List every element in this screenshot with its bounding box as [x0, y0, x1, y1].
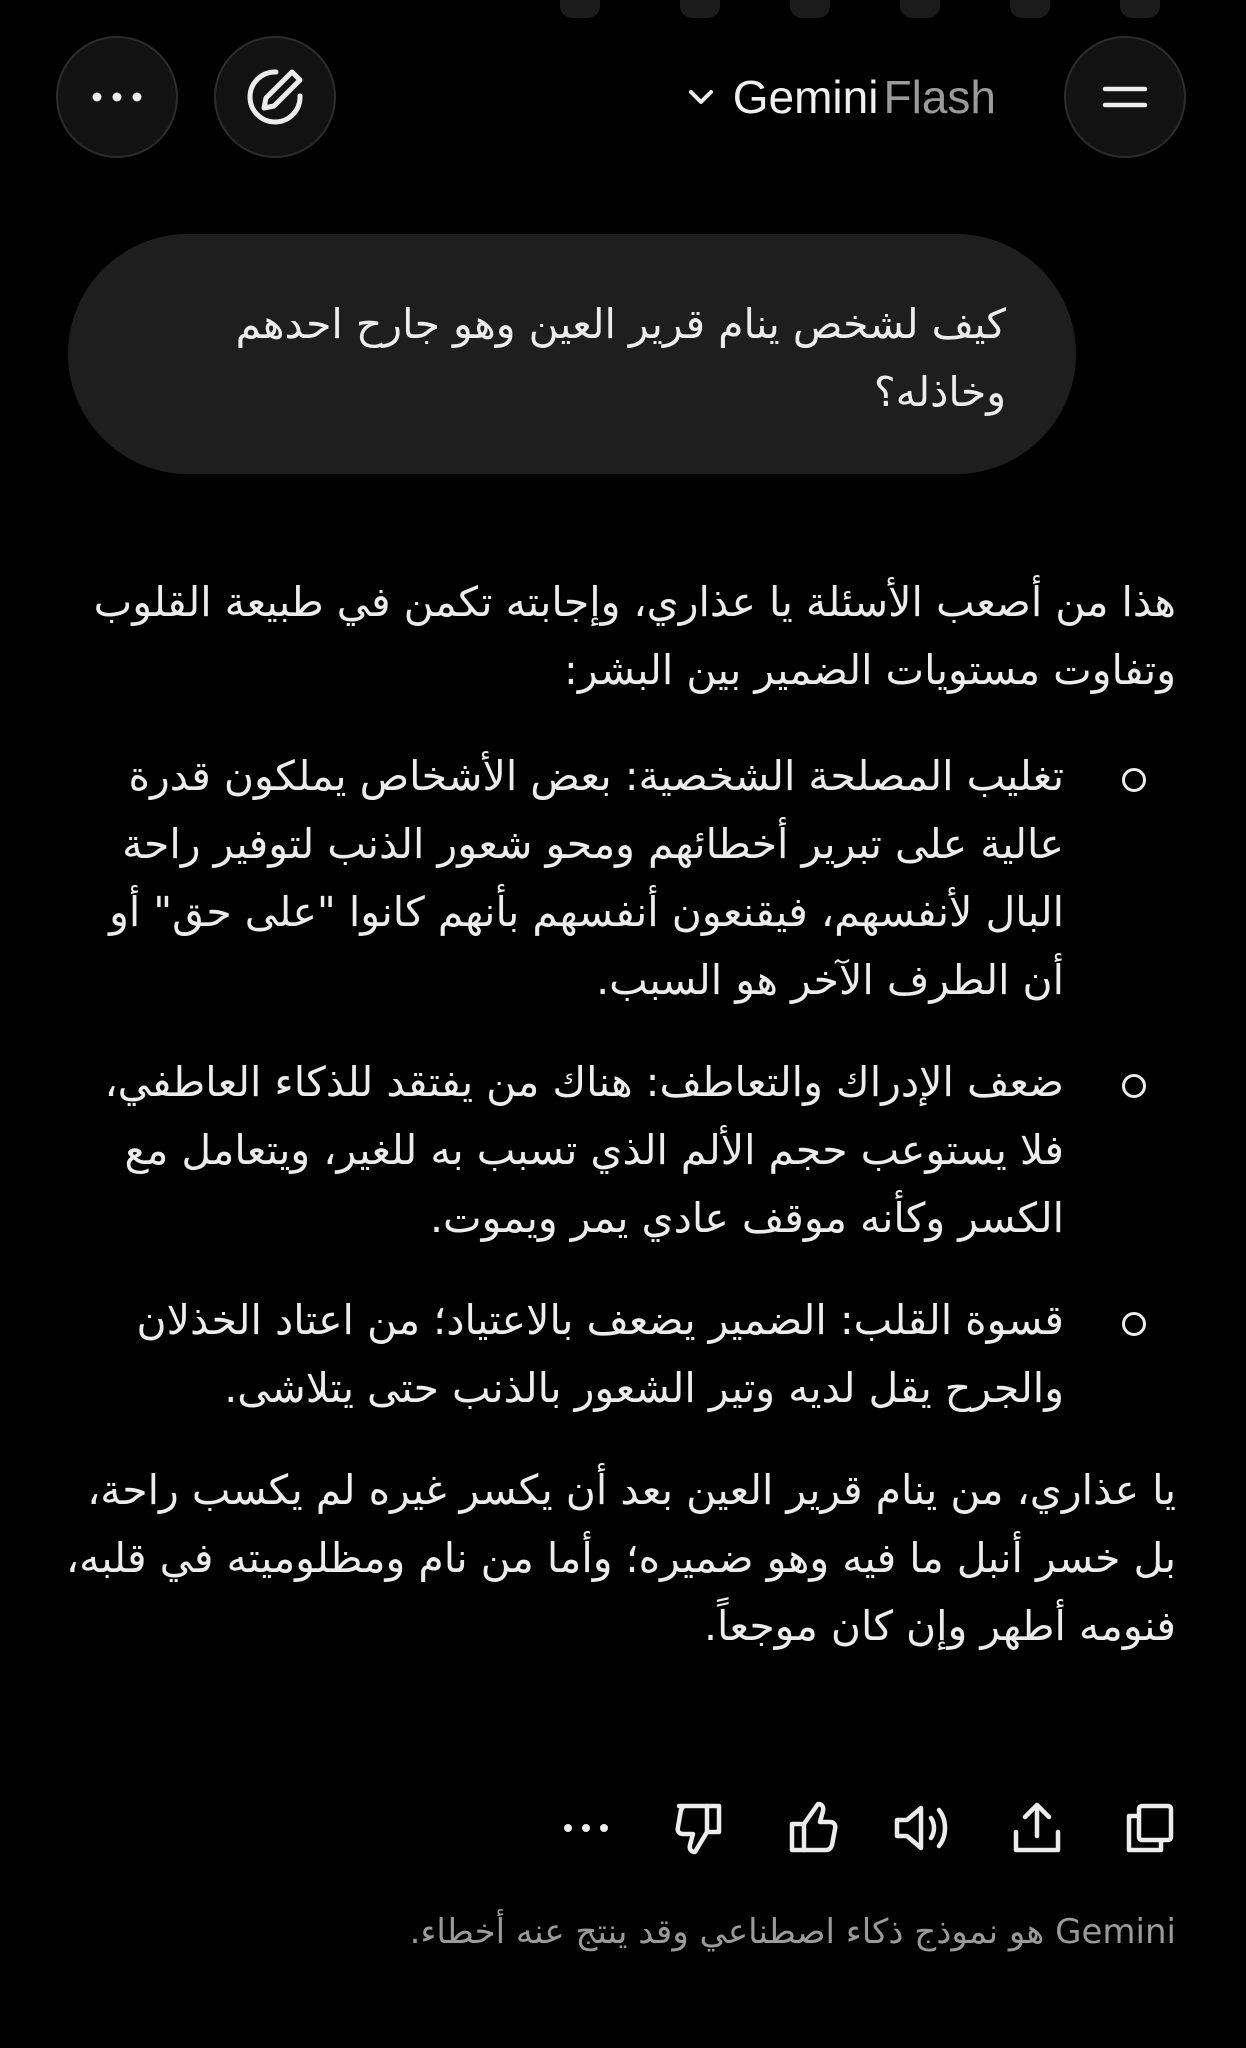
user-message-bubble: [68, 234, 1076, 474]
user-message-text: كيف لشخص ينام قرير العين وهو جارح احدهم وخاذله؟: [235, 300, 1006, 416]
copy-button[interactable]: [1112, 1790, 1188, 1866]
share-icon: [1010, 1800, 1064, 1856]
bullet-circle-icon: [1122, 768, 1146, 792]
status-strip-faded: [0, 0, 1246, 30]
thumbs-up-icon: [786, 1800, 838, 1856]
more-options-icon: [562, 1822, 610, 1834]
thumbs-down-button[interactable]: [661, 1790, 737, 1866]
list-item: [64, 1048, 1176, 1252]
edit-pencil-icon: [240, 62, 310, 132]
disclaimer-text: Gemini هو نموذج ذكاء اصطناعي وقد ينتج عنه أخطاء.: [409, 1912, 1176, 1952]
bullet-text: ضعف الإدراك والتعاطف: هناك من يفتقد للذكاء العاطفي، فلا يستوعب حجم الألم الذي تسبب به للغير، ويتعامل مع الكسر وكأنه موقف عادي يمر ويموت.: [104, 1058, 1064, 1242]
new-chat-button[interactable]: [214, 36, 336, 158]
thumbs-up-button[interactable]: [774, 1790, 850, 1866]
chevron-down-icon: [687, 88, 715, 106]
response-intro: هذا من أصعب الأسئلة يا عذاري، وإجابته تكمن في طبيعة القلوب وتفاوت مستويات الضمير بين البشر:: [93, 578, 1176, 694]
bullet-text: قسوة القلب: الضمير يضعف بالاعتياد؛ من اعتاد الخذلان والجرح يقل لديه وتير الشعور بالذنب حتى يتلاشى.: [136, 1296, 1064, 1412]
thumbs-down-icon: [673, 1800, 725, 1856]
bullet-circle-icon: [1122, 1074, 1146, 1098]
read-aloud-button[interactable]: [886, 1790, 962, 1866]
bullet-circle-icon: [1122, 1312, 1146, 1336]
more-horizontal-icon: [87, 87, 147, 107]
response-actions: [548, 1790, 1188, 1866]
list-item: [64, 1286, 1176, 1422]
share-button[interactable]: [999, 1790, 1075, 1866]
model-name: Flash: [883, 71, 996, 123]
hamburger-menu-icon: [1101, 82, 1149, 112]
menu-button[interactable]: [1064, 36, 1186, 158]
bullet-text: تغليب المصلحة الشخصية: بعض الأشخاص يملكون قدرة عالية على تبرير أخطائهم ومحو شعور الذنب لتوفير راحة البال لأنفسهم، فيقنعون أنفسهم بأنهم كانوا "على حق" أو أن الطرف الآخر هو السبب.: [109, 752, 1064, 1004]
more-options-button[interactable]: [548, 1790, 624, 1866]
read-aloud-icon: [893, 1800, 955, 1856]
response-closing: يا عذاري، من ينام قرير العين بعد أن يكسر غيره لم يكسب راحة، بل خسر أنبل ما فيه وهو ضميره؛ وأما من نام ومظلوميته في قلبه، فنومه أطهر وإن كان موجعاً.: [65, 1466, 1176, 1650]
response-bullet-list: [64, 742, 1176, 1422]
model-selector[interactable]: [687, 62, 996, 132]
list-item: [64, 742, 1176, 1014]
more-options-button[interactable]: [56, 36, 178, 158]
app-title: Gemini: [732, 71, 879, 123]
copy-icon: [1123, 1800, 1177, 1856]
model-response: [64, 568, 1176, 1660]
